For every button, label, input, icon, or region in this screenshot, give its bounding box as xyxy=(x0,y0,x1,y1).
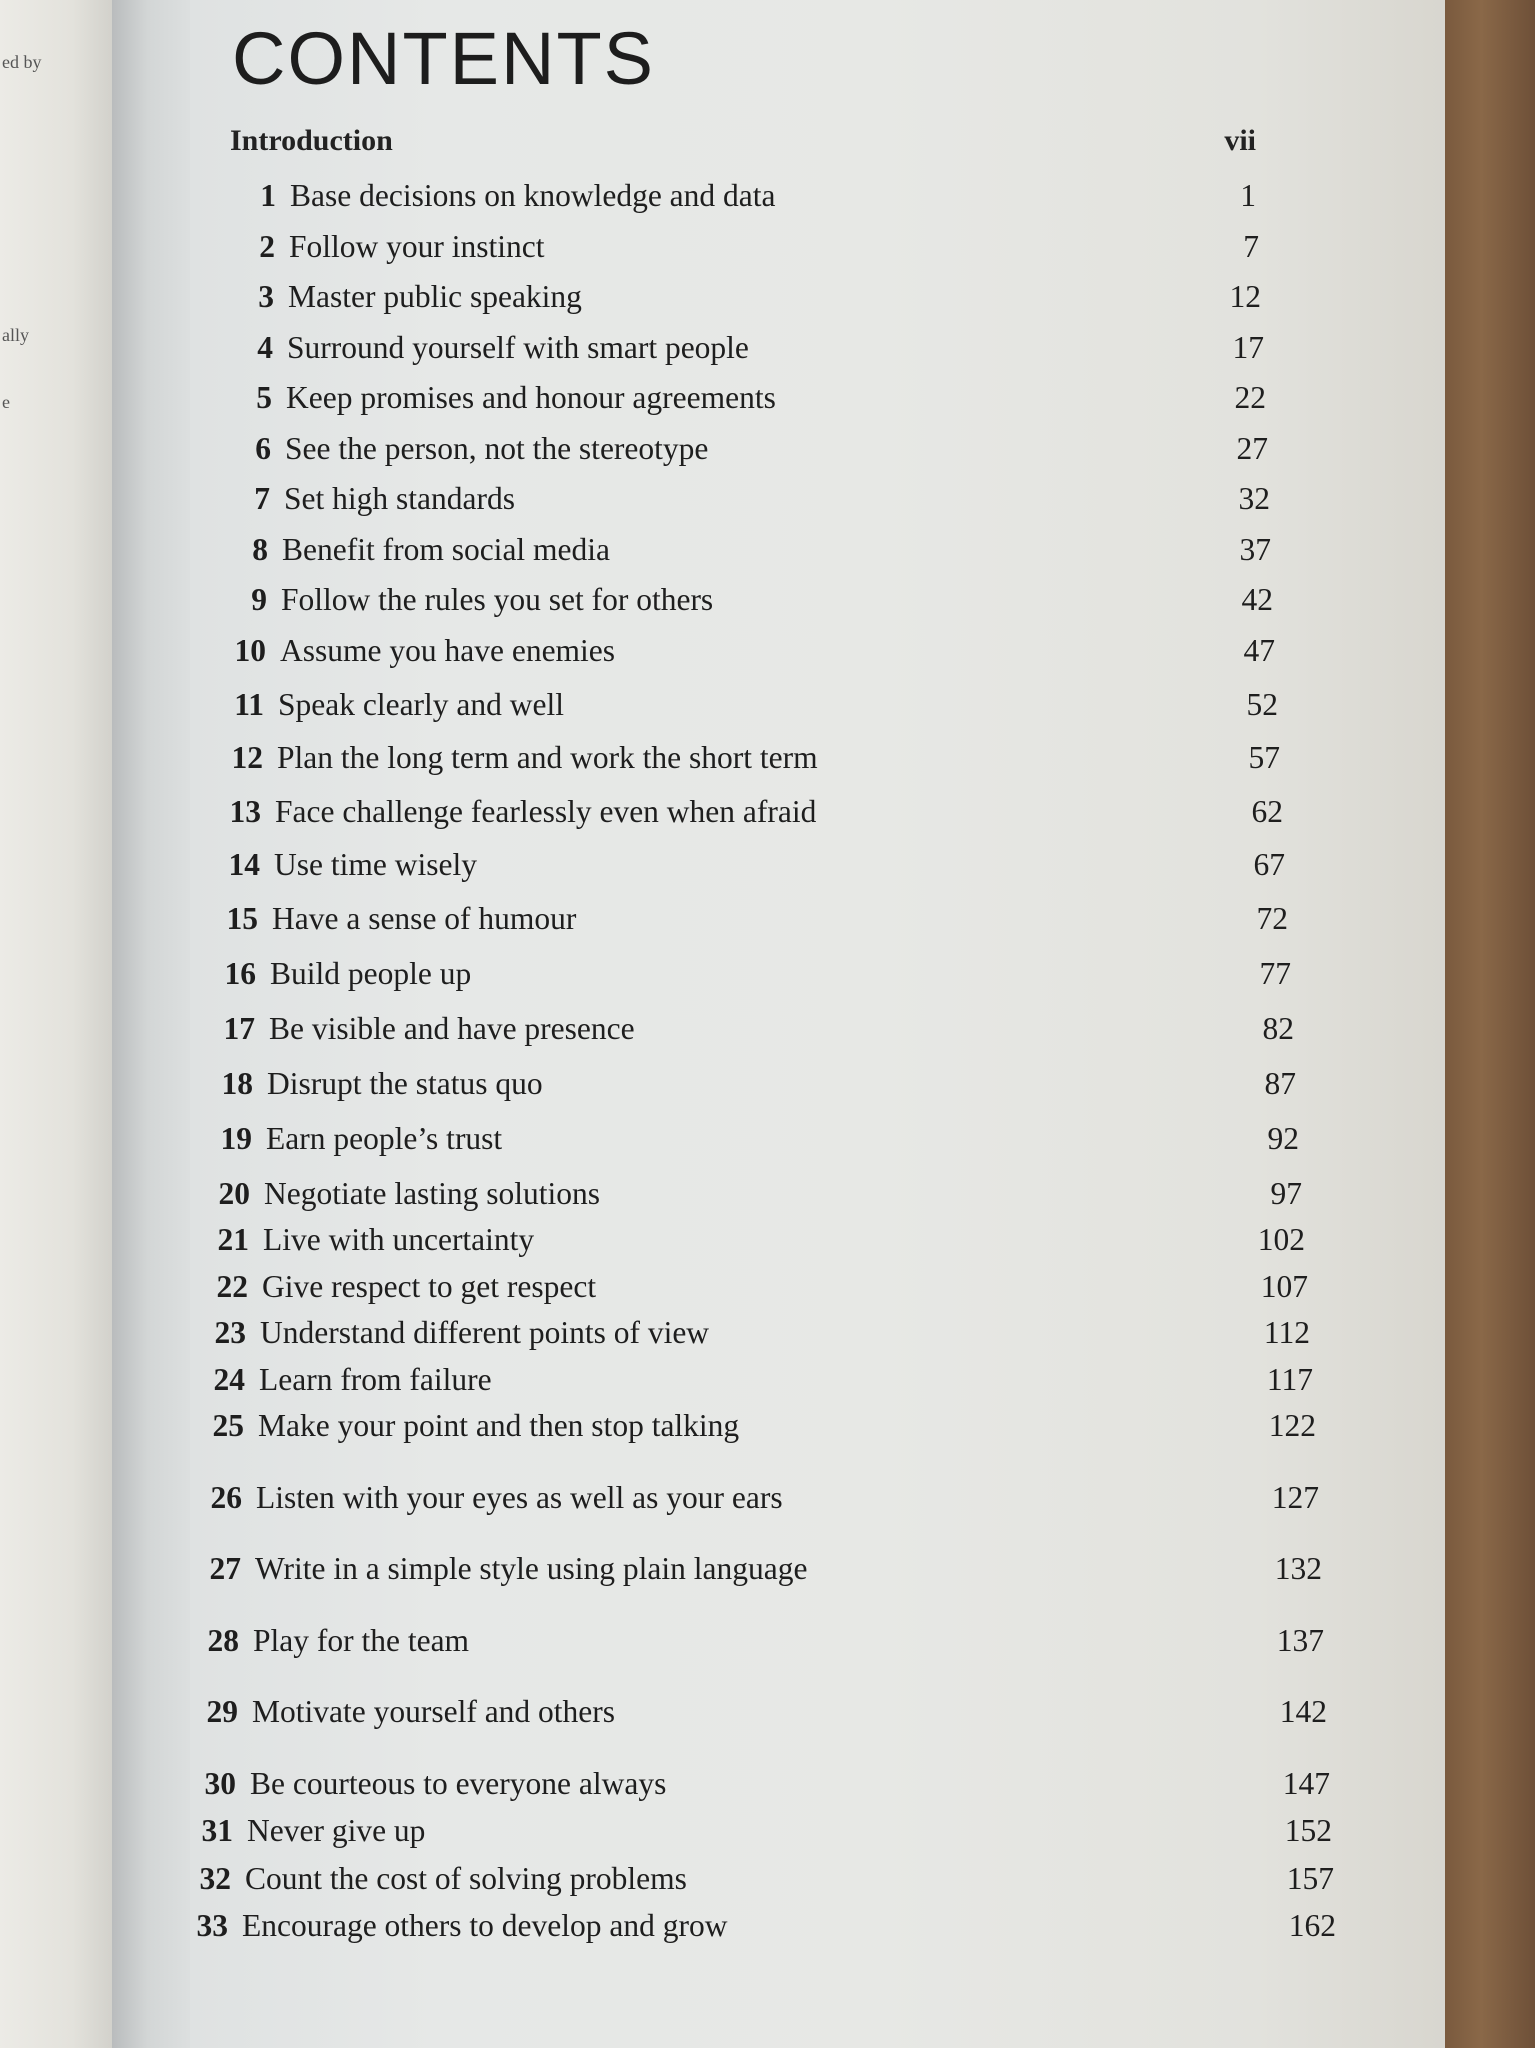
toc-entry-page: 27 xyxy=(1236,431,1268,466)
toc-entry-page: 92 xyxy=(1267,1121,1299,1156)
toc-entry-page: 102 xyxy=(1257,1222,1305,1257)
toc-introduction-label: Introduction xyxy=(230,124,393,157)
toc-entry-page: 152 xyxy=(1284,1813,1332,1848)
toc-entry-number: 27 xyxy=(209,1551,241,1586)
toc-entry-title: Follow the rules you set for others xyxy=(281,582,714,617)
toc-entry-number: 13 xyxy=(229,794,261,829)
toc-entry-number: 14 xyxy=(228,847,260,882)
toc-entry-title: Understand different points of view xyxy=(260,1315,710,1350)
toc-entry-number: 3 xyxy=(258,279,274,314)
toc-entry-number: 25 xyxy=(212,1408,244,1443)
toc-entry-page: 47 xyxy=(1243,633,1275,668)
toc-entry-page: 12 xyxy=(1229,279,1261,314)
toc-entry-title: Plan the long term and work the short term xyxy=(277,740,818,775)
toc-entry-title: Play for the team xyxy=(253,1623,470,1658)
toc-entry-title: Build people up xyxy=(270,956,472,991)
toc-entry-title: Be courteous to everyone always xyxy=(250,1766,667,1801)
toc-entry-number: 24 xyxy=(213,1362,245,1397)
toc-entry-page: 42 xyxy=(1241,582,1273,617)
table-background xyxy=(1445,0,1535,2048)
toc-entry-title: Motivate yourself and others xyxy=(252,1694,616,1729)
toc-entry-title: Listen with your eyes as well as your ears xyxy=(256,1480,783,1515)
toc-entry-page: 112 xyxy=(1263,1315,1310,1350)
toc-entry-title: Encourage others to develop and grow xyxy=(242,1908,728,1943)
toc-entry-title: Surround yourself with smart people xyxy=(287,330,749,365)
toc-entry-page: 17 xyxy=(1232,330,1264,365)
toc-entry-page: 147 xyxy=(1282,1766,1330,1801)
toc-entry-number: 6 xyxy=(255,431,271,466)
toc-entry-page: 107 xyxy=(1260,1269,1308,1304)
toc-entry-page: 127 xyxy=(1271,1480,1319,1515)
toc-entry-number: 32 xyxy=(199,1861,231,1896)
toc-entry-number: 15 xyxy=(226,901,258,936)
toc-entry-number: 17 xyxy=(223,1011,255,1046)
toc-entry-page: 117 xyxy=(1266,1362,1313,1397)
previous-page-text: ally xyxy=(2,325,29,345)
toc-entry-number: 5 xyxy=(256,380,272,415)
toc-entry-title: Keep promises and honour agreements xyxy=(286,380,776,415)
toc-entry-title: Disrupt the status quo xyxy=(267,1066,543,1101)
toc-entry-number: 4 xyxy=(257,330,273,365)
toc-entry-number: 21 xyxy=(217,1222,249,1257)
toc-entry-number: 2 xyxy=(259,229,275,264)
toc-entry-page: 137 xyxy=(1276,1623,1324,1658)
toc-entry-number: 10 xyxy=(234,633,266,668)
toc-entry-number: 29 xyxy=(206,1694,238,1729)
toc-entry-number: 23 xyxy=(214,1315,246,1350)
toc-entry-page: 97 xyxy=(1270,1176,1302,1211)
toc-entry-number: 28 xyxy=(207,1623,239,1658)
toc-entry-number: 19 xyxy=(220,1121,252,1156)
toc-entry-title: Speak clearly and well xyxy=(278,687,565,722)
book-gutter xyxy=(112,0,202,2048)
toc-entry-title: Assume you have enemies xyxy=(280,633,616,668)
previous-page-sliver xyxy=(0,0,120,2048)
toc-entry-page: 57 xyxy=(1248,740,1280,775)
toc-entry-page: 52 xyxy=(1246,687,1278,722)
page-title: CONTENTS xyxy=(232,17,655,100)
previous-page-text: ed by xyxy=(2,52,42,72)
toc-entry-title: Never give up xyxy=(247,1813,426,1848)
toc-entry-page: 142 xyxy=(1279,1694,1327,1729)
toc-entry-number: 20 xyxy=(218,1176,250,1211)
toc-entry-number: 31 xyxy=(201,1813,233,1848)
toc-entry-number: 9 xyxy=(251,582,267,617)
toc-entry-title: Earn people’s trust xyxy=(266,1121,503,1156)
toc-entry-page: 72 xyxy=(1256,901,1288,936)
toc-entry-title: See the person, not the stereotype xyxy=(285,431,709,466)
toc-entry-title: Face challenge fearlessly even when afraid xyxy=(275,794,817,829)
previous-page-text: e xyxy=(2,392,10,412)
toc-entry-title: Learn from failure xyxy=(259,1362,492,1397)
toc-entry-number: 16 xyxy=(224,956,256,991)
toc-entry-number: 26 xyxy=(210,1480,242,1515)
toc-entry-title: Have a sense of humour xyxy=(272,901,577,936)
toc-entry-page: 67 xyxy=(1253,847,1285,882)
toc-entry-page: 82 xyxy=(1262,1011,1294,1046)
toc-entry-title: Give respect to get respect xyxy=(262,1269,597,1304)
toc-entry-page: 22 xyxy=(1234,380,1266,415)
toc-entry-page: 132 xyxy=(1274,1551,1322,1586)
toc-entry-title: Set high standards xyxy=(284,481,515,516)
toc-entry-title: Base decisions on knowledge and data xyxy=(290,178,776,213)
toc-entry-page: 162 xyxy=(1288,1908,1336,1943)
toc-introduction-page: vii xyxy=(1224,124,1256,157)
toc-entry-title: Use time wisely xyxy=(274,847,477,882)
toc-entry-number: 18 xyxy=(221,1066,253,1101)
toc-entry-title: Negotiate lasting solutions xyxy=(264,1176,600,1211)
toc-entry-title: Benefit from social media xyxy=(282,532,611,567)
toc-entry-page: 7 xyxy=(1243,229,1259,264)
toc-entry-page: 62 xyxy=(1251,794,1283,829)
toc-entry-page: 157 xyxy=(1286,1861,1334,1896)
toc-entry-number: 7 xyxy=(254,481,270,516)
toc-entry-title: Live with uncertainty xyxy=(263,1222,535,1257)
toc-entry-title: Write in a simple style using plain language xyxy=(255,1551,808,1586)
toc-entry-page: 32 xyxy=(1238,481,1270,516)
toc-entry-page: 1 xyxy=(1240,178,1256,213)
toc-entry-page: 122 xyxy=(1268,1408,1316,1443)
toc-entry-title: Count the cost of solving problems xyxy=(245,1861,687,1896)
toc-entry-number: 8 xyxy=(252,532,268,567)
toc-entry-number: 33 xyxy=(196,1908,228,1943)
toc-entry-title: Master public speaking xyxy=(288,279,582,314)
toc-entry-page: 87 xyxy=(1264,1066,1296,1101)
toc-entry-title: Follow your instinct xyxy=(289,229,545,264)
toc-entry-number: 1 xyxy=(260,178,276,213)
toc-entry-number: 11 xyxy=(234,687,264,722)
toc-entry-title: Make your point and then stop talking xyxy=(258,1408,740,1443)
toc-entry-page: 37 xyxy=(1239,532,1271,567)
toc-entry-number: 12 xyxy=(231,740,263,775)
toc-entry-page: 77 xyxy=(1259,956,1291,991)
toc-entry-number: 30 xyxy=(204,1766,236,1801)
toc-entry-number: 22 xyxy=(216,1269,248,1304)
toc-entry-title: Be visible and have presence xyxy=(269,1011,635,1046)
